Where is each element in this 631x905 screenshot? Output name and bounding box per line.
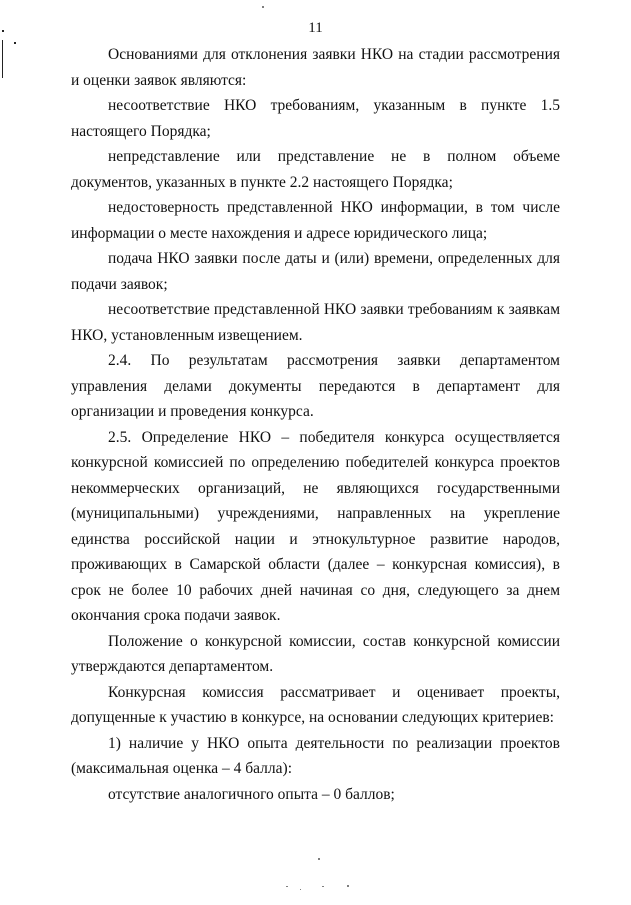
scan-speck [318,858,320,860]
scan-mark [2,40,3,78]
scan-speck [347,885,349,887]
paragraph-ground-3: недостоверность представленной НКО информации, в том числе информации о месте нахождения и адресе юридического лица; [71,199,560,242]
paragraph-ground-4: подача НКО заявки после даты и (или) времени, определенных для подачи заявок; [71,250,560,293]
scan-speck [262,6,264,8]
page-number: 11 [308,20,323,36]
scan-speck [300,889,301,890]
paragraph-ground-1: несоответствие НКО требованиям, указанным в пункте 1.5 настоящего Порядка; [71,97,560,140]
scan-speck [286,886,288,887]
document-body [71,42,560,807]
paragraph-criterion-1-score-0: отсутствие аналогичного опыта – 0 баллов; [108,785,395,803]
paragraph-ground-2: непредставление или представление не в полном объеме документов, указанных в пункте 2.2 настоящего Порядка; [71,148,560,191]
paragraph-clause-2-4: 2.4. По результатам рассмотрения заявки департаментом управления делами документы передаются в департамент для организации и проведения конкурса. [71,352,560,420]
paragraph-grounds-intro: Основаниями для отклонения заявки НКО на стадии рассмотрения и оценки заявок являются: [71,46,560,89]
paragraph-commission-regulation: Положение о конкурсной комиссии, состав конкурсной комиссии утверждаются департаментом. [71,632,560,675]
paragraph-ground-5: несоответствие представленной НКО заявки требованиям к заявкам НКО, установленным извещением. [71,301,560,344]
paragraph-criterion-1: 1) наличие у НКО опыта деятельности по реализации проектов (максимальная оценка – 4 балла): [71,734,560,777]
scan-mark [14,42,16,44]
paragraph-evaluation-criteria: Конкурсная комиссия рассматривает и оценивает проекты, допущенные к участию в конкурсе, на основании следующих критериев: [71,683,560,726]
scan-speck [322,886,324,887]
paragraph-clause-2-5: 2.5. Определение НКО – победителя конкурса осуществляется конкурсной комиссией по определению победителей конкурса проектов некоммерческих организаций, не являющихся государственными (муниципальными) учреждениями, направленных на укрепление единства российской нации и этнокультурное развитие народов, проживающих в Самарской области (далее – конкурсная комиссия), в срок не более 10 рабочих дней начиная со дня, следующего за днем окончания срока подачи заявок. [71,428,560,624]
